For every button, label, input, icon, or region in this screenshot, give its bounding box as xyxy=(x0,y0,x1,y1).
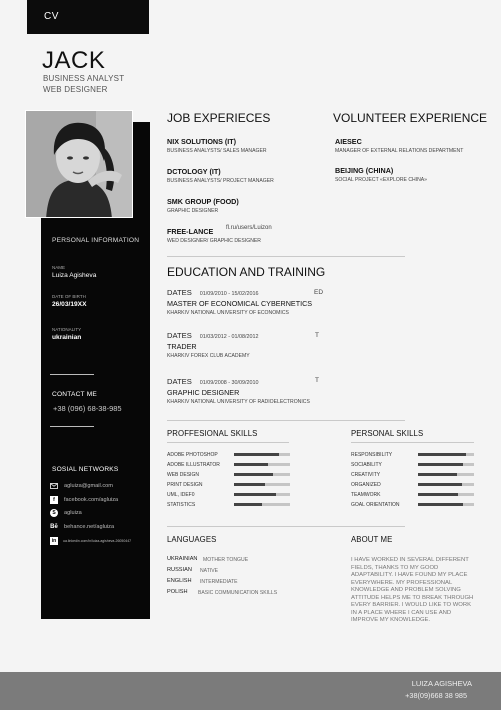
volunteer-org: BEIJING (CHINA) xyxy=(335,166,394,175)
nationality-label: NATIONALITY xyxy=(52,327,82,332)
job-link[interactable]: fl.ru/users/Luizon xyxy=(226,225,272,231)
skill-bar xyxy=(234,463,290,466)
language-level: MOTHER TONGUE xyxy=(203,557,249,563)
skill-bar-fill xyxy=(234,453,279,456)
skill-bar xyxy=(234,483,290,486)
skill-row xyxy=(167,460,220,469)
social-text: agluiza@gmail.com xyxy=(64,482,113,489)
candidate-name: JACK xyxy=(42,47,106,74)
edu-dates xyxy=(167,331,259,340)
dates-range: 01/03/2012 - 01/08/2012 xyxy=(199,334,259,340)
social-title: SOSIAL NETWORKS xyxy=(52,466,119,473)
volunteer-title: VOLUNTEER EXPERIENCE xyxy=(333,111,488,125)
skill-row xyxy=(351,470,380,479)
role-line-2: WEB DESIGNER xyxy=(43,85,108,94)
skill-bar-fill xyxy=(418,503,463,506)
language-name: UKRAINIAN xyxy=(167,556,198,562)
skill-bar-fill xyxy=(418,483,462,486)
language-row xyxy=(167,578,317,586)
skill-bar-fill xyxy=(418,463,463,466)
skill-bar-fill xyxy=(234,493,276,496)
skill-bar-fill xyxy=(234,483,265,486)
profile-photo xyxy=(25,110,133,218)
edu-side-mark: T xyxy=(315,377,319,384)
language-row xyxy=(167,556,317,564)
job-sub: BUSINESS ANALYSTS/ PROJECT MANAGER xyxy=(167,178,274,184)
section-divider xyxy=(167,442,289,443)
skill-bar-fill xyxy=(418,473,457,476)
footer-phone: +38(09)668 38 985 xyxy=(405,691,467,700)
edu-side-mark: T xyxy=(315,332,319,339)
skill-bar-fill xyxy=(234,473,273,476)
jobs-title: JOB EXPERIECES xyxy=(167,111,271,125)
language-name: ENGLISH xyxy=(167,578,192,584)
volunteer-sub: SOCIAL PROJECT «EXPLORE CHINA» xyxy=(335,177,427,183)
skill-row xyxy=(167,450,218,459)
section-divider xyxy=(351,442,474,443)
language-row xyxy=(167,567,317,575)
edu-title: GRAPHIC DESIGNER xyxy=(167,388,240,397)
edu-dates xyxy=(167,377,259,386)
nationality-value: ukrainian xyxy=(52,334,82,341)
name-label: NAME xyxy=(52,265,66,270)
skill-name: ORGANIZED xyxy=(351,481,381,488)
skill-bar-fill xyxy=(418,493,458,496)
behance-icon: Bē xyxy=(50,523,58,530)
edu-dates xyxy=(167,288,259,297)
skill-name: CREATIVITY xyxy=(351,471,381,478)
skill-name: RESPONSIBILITY xyxy=(351,451,393,458)
dates-label: DATES xyxy=(167,377,192,386)
language-name: POLISH xyxy=(167,589,188,595)
skill-bar xyxy=(418,503,474,506)
skill-row xyxy=(167,490,195,499)
cv-tab-label: CV xyxy=(44,11,59,22)
social-item-skype[interactable] xyxy=(50,508,82,517)
about-title: ABOUT ME xyxy=(351,535,393,544)
social-item-behance[interactable] xyxy=(50,522,114,531)
skill-bar-fill xyxy=(234,503,262,506)
job-title: NIX SOLUTIONS (IT) xyxy=(167,137,237,146)
skill-bar xyxy=(418,483,474,486)
skill-name: PRINT DESIGN xyxy=(167,481,203,488)
sidebar-divider xyxy=(50,426,94,427)
dates-range: 01/09/2008 - 30/09/2010 xyxy=(199,380,259,386)
skill-row xyxy=(351,460,382,469)
volunteer-org: AIESEC xyxy=(335,137,362,146)
social-item-email[interactable] xyxy=(50,481,113,490)
job-title: SMK GROUP (FOOD) xyxy=(167,197,239,206)
section-divider xyxy=(167,256,405,257)
volunteer-sub: MANAGER OF EXTERNAL RELATIONS DEPARTMENT xyxy=(335,148,464,154)
language-row xyxy=(167,589,317,597)
job-sub: WED DESIGNER/ GRAPHIC DESIGNER xyxy=(167,238,261,244)
about-text: I HAVE WORKED IN SEVERAL DIFFERENT FIELDS, THANKS TO MY GOOD ADAPTABILITY. I HAVE FOUND MY PLACE EVERYWHERE. MY PROFESSIONAL KNOWLEDGE AND PROBLEM SOLVING ATTITUDE HELPS ME TO BREAK THROUGH EVERY BARRIER. I WOULD LIKE TO WORK IN A PLACE WHERE I CAN USE AND IMPROVE MY KNOWLEDGE. xyxy=(351,557,474,623)
dob-label: DATE OF BIRTH xyxy=(52,294,86,299)
skill-bar xyxy=(418,463,474,466)
skill-row xyxy=(351,480,381,489)
skill-name: ADOBE ILLUSTRATOR xyxy=(167,461,220,468)
skill-name: TEAMWORK xyxy=(351,491,381,498)
prof-skills-title: PROFFESIONAL SKILLS xyxy=(167,429,258,438)
skill-row xyxy=(351,450,392,459)
skill-name: SOCIABILITY xyxy=(351,461,382,468)
social-text: facebook.com/agluiza xyxy=(64,496,119,503)
language-name: RUSSIAN xyxy=(167,567,192,573)
skill-name: WEB DESIGN xyxy=(167,471,199,478)
sidebar-divider xyxy=(50,374,94,375)
linkedin-icon: in xyxy=(51,537,57,544)
facebook-icon: f xyxy=(50,496,58,504)
contact-title: CONTACT ME xyxy=(52,391,97,398)
edu-sub: KHARKIV NATIONAL UNIVERSITY OF ECONOMICS xyxy=(167,310,289,316)
social-text: agluiza xyxy=(64,509,82,516)
social-item-facebook[interactable] xyxy=(50,495,118,504)
skype-icon: S xyxy=(50,509,58,517)
footer xyxy=(0,672,501,710)
skill-bar-fill xyxy=(418,453,466,456)
mail-icon xyxy=(50,482,58,490)
skill-row xyxy=(351,490,380,499)
skill-row xyxy=(351,500,400,509)
dob-value: 26/03/19XX xyxy=(52,301,87,308)
footer-name: LUIZA AGISHEVA xyxy=(411,679,472,688)
job-sub: GRAPHIC DESIGNER xyxy=(167,208,219,214)
languages-title: LANGUAGES xyxy=(167,535,217,544)
contact-phone: +38 (096) 68-38-985 xyxy=(53,404,122,413)
skill-row xyxy=(167,480,202,489)
role-line-1: BUSINESS ANALYST xyxy=(43,74,125,83)
language-level: INTERMEDIATE xyxy=(200,579,238,585)
section-divider xyxy=(167,526,405,527)
cv-tab xyxy=(27,0,149,34)
pers-skills-title: PERSONAL SKILLS xyxy=(351,429,424,438)
job-sub: BUSINESS ANALYSTS/ SALES MANAGER xyxy=(167,148,267,154)
skill-bar xyxy=(418,493,474,496)
name-value: Luiza Agisheva xyxy=(52,272,97,279)
education-title: EDUCATION AND TRAINING xyxy=(167,265,326,279)
social-text: behance.net/agluiza xyxy=(64,523,115,530)
social-text: ua.linkedin.com/in/luiza-agisheva-26050447 xyxy=(63,538,132,543)
skill-bar-fill xyxy=(234,463,268,466)
dates-range: 01/09/2010 - 15/02/2016 xyxy=(199,291,259,297)
section-divider xyxy=(167,420,405,421)
skill-bar xyxy=(234,473,290,476)
skill-bar xyxy=(234,503,290,506)
skill-name: ADOBE PHOTOSHOP xyxy=(167,451,218,458)
skill-name: STATISTICS xyxy=(167,501,196,508)
edu-title: TRADER xyxy=(167,342,197,351)
skill-bar xyxy=(418,453,474,456)
skill-name: GOAL ORIENTATION xyxy=(351,501,400,508)
edu-title: MASTER OF ECONOMICAL CYBERNETICS xyxy=(167,299,313,308)
personal-info-title: PERSONAL INFORMATION xyxy=(52,237,140,244)
dates-label: DATES xyxy=(167,288,192,297)
dates-label: DATES xyxy=(167,331,192,340)
language-level: NATIVE xyxy=(200,568,219,574)
language-level: BASIC COMMUNICATION SKILLS xyxy=(198,590,278,596)
skill-bar xyxy=(234,493,290,496)
edu-side-mark: ED xyxy=(314,289,324,296)
skill-name: UML, IDEF0 xyxy=(167,491,195,498)
edu-sub: KHARKIV FOREX CLUB ACADEMY xyxy=(167,353,250,359)
skill-bar xyxy=(418,473,474,476)
edu-sub: KHARKIV NATIONAL UNIVERSITY OF RADIOELECTRONICS xyxy=(167,399,310,405)
skill-row xyxy=(167,470,199,479)
social-item-linkedin[interactable] xyxy=(50,536,131,545)
job-title: DCTOLOGY (IT) xyxy=(167,167,221,176)
job-title: FREE-LANCE xyxy=(167,227,214,236)
skill-row xyxy=(167,500,195,509)
skill-bar xyxy=(234,453,290,456)
